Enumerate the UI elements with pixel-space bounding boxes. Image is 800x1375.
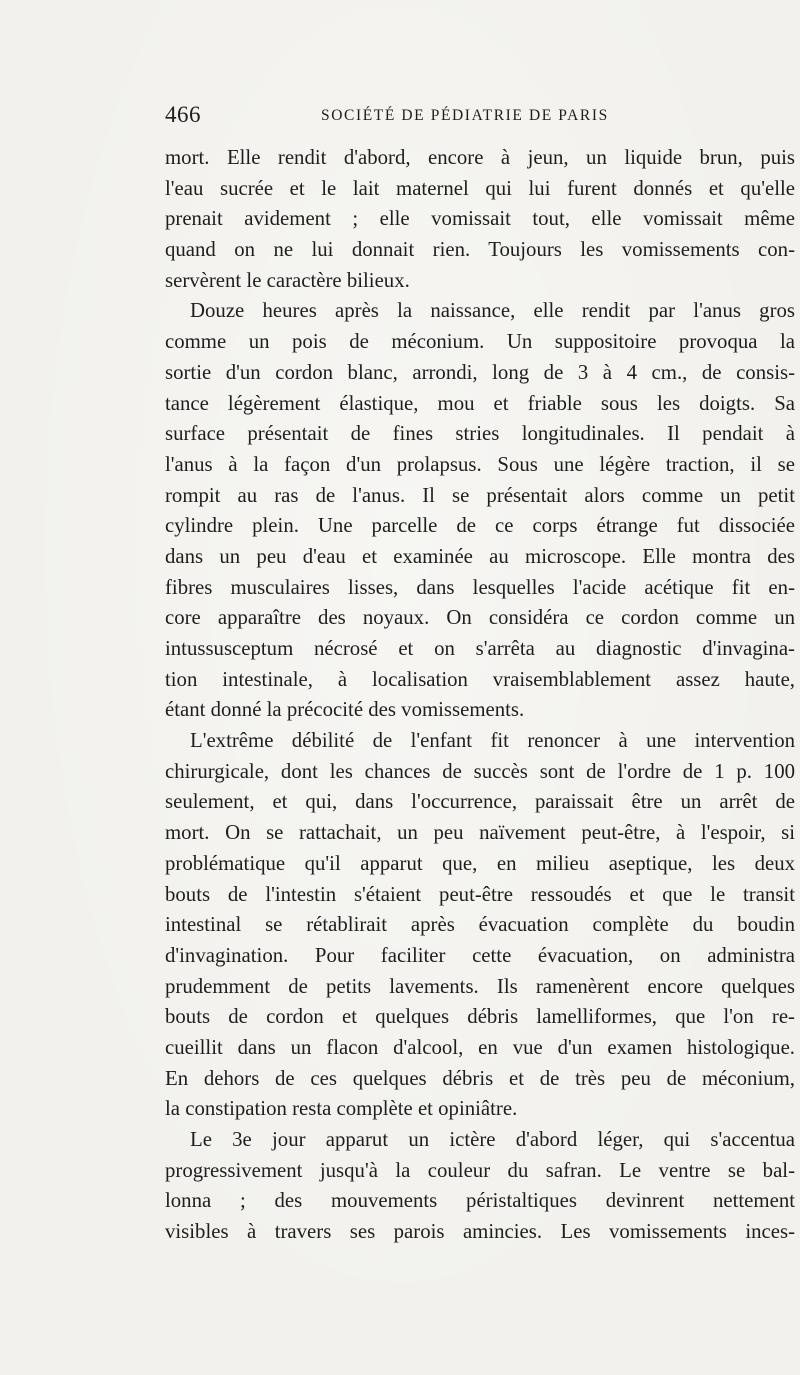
text-line: dans un peu d'eau et examinée au microscope. Elle montra des <box>165 544 795 568</box>
text-line: sortie d'un cordon blanc, arrondi, long de 3 à 4 cm., de consis- <box>165 360 795 384</box>
text-line: surface présentait de fines stries longitudinales. Il pendait à <box>165 422 795 446</box>
text-line: comme un pois de méconium. Un suppositoire provoqua la <box>165 330 795 354</box>
text-line: intussusceptum nécrosé et on s'arrêta au diagnostic d'invagina- <box>165 637 795 660</box>
text-line: l'eau sucrée et le lait maternel qui lui furent donnés et qu'elle <box>165 176 795 200</box>
text-line: bouts de cordon et quelques débris lamelliformes, que l'on re- <box>165 1005 795 1029</box>
running-head <box>165 102 630 132</box>
text-line: progressivement jusqu'à la couleur du safran. Le ventre se bal- <box>165 1158 795 1182</box>
text-line: seulement, et qui, dans l'occurrence, paraissait être un arrêt de <box>165 790 795 814</box>
text-line: prudemment de petits lavements. Ils ramenèrent encore quelques <box>165 974 795 998</box>
text-line: servèrent le caractère bilieux. <box>165 268 410 292</box>
text-line: la constipation resta complète et opiniâtre. <box>165 1097 518 1121</box>
running-title: SOCIÉTÉ DE PÉDIATRIE DE PARIS <box>321 107 609 124</box>
text-line: L'extrême débilité de l'enfant fit renoncer à une intervention <box>190 729 795 753</box>
text-line: intestinal se rétablirait après évacuation complète du boudin <box>165 913 795 937</box>
text-line: chirurgicale, dont les chances de succès sont de l'ordre de 1 p. 100 <box>165 759 795 783</box>
text-line: bouts de l'intestin s'étaient peut-être ressoudés et que le transit <box>165 882 795 906</box>
text-line: cylindre plein. Une parcelle de ce corps étrange fut dissociée <box>165 514 795 538</box>
text-line: l'anus à la façon d'un prolapsus. Sous une légère traction, il se <box>165 452 795 476</box>
text-line: tion intestinale, à localisation vraisemblablement assez haute, <box>165 667 795 691</box>
text-line: fibres musculaires lisses, dans lesquelles l'acide acétique fit en- <box>165 575 795 599</box>
text-line: d'invagination. Pour faciliter cette évacuation, on administra <box>165 943 795 967</box>
text-line: rompit au ras de l'anus. Il se présentait alors comme un petit <box>165 483 795 507</box>
text-line: Le 3e jour apparut un ictère d'abord léger, qui s'accentua <box>190 1128 795 1151</box>
text-line: mort. On se rattachait, un peu naïvement peut-être, à l'espoir, si <box>165 821 795 845</box>
text-line: Douze heures après la naissance, elle rendit par l'anus gros <box>190 299 795 323</box>
text-line: quand on ne lui donnait rien. Toujours les vomissements con- <box>165 238 795 262</box>
text-line: visibles à travers ses parois amincies. Les vomissements inces- <box>165 1220 795 1244</box>
text-line: En dehors de ces quelques débris et de très peu de méconium, <box>165 1066 795 1090</box>
text-line: mort. Elle rendit d'abord, encore à jeun, un liquide brun, puis <box>165 146 795 169</box>
text-line: prenait avidement ; elle vomissait tout, elle vomissait même <box>165 207 795 231</box>
text-line: lonna ; des mouvements péristaltiques devinrent nettement <box>165 1189 795 1213</box>
text-line: cueillit dans un flacon d'alcool, en vue d'un examen histologique. <box>165 1035 795 1059</box>
text-line: problématique qu'il apparut que, en milieu aseptique, les deux <box>165 851 795 875</box>
page-number: 466 <box>165 102 201 127</box>
text-line: tance légèrement élastique, mou et friable sous les doigts. Sa <box>165 391 795 415</box>
text-line: core apparaître des noyaux. On considéra ce cordon comme un <box>165 606 795 630</box>
text-line: étant donné la précocité des vomissements. <box>165 698 525 722</box>
body-text <box>165 143 795 1248</box>
